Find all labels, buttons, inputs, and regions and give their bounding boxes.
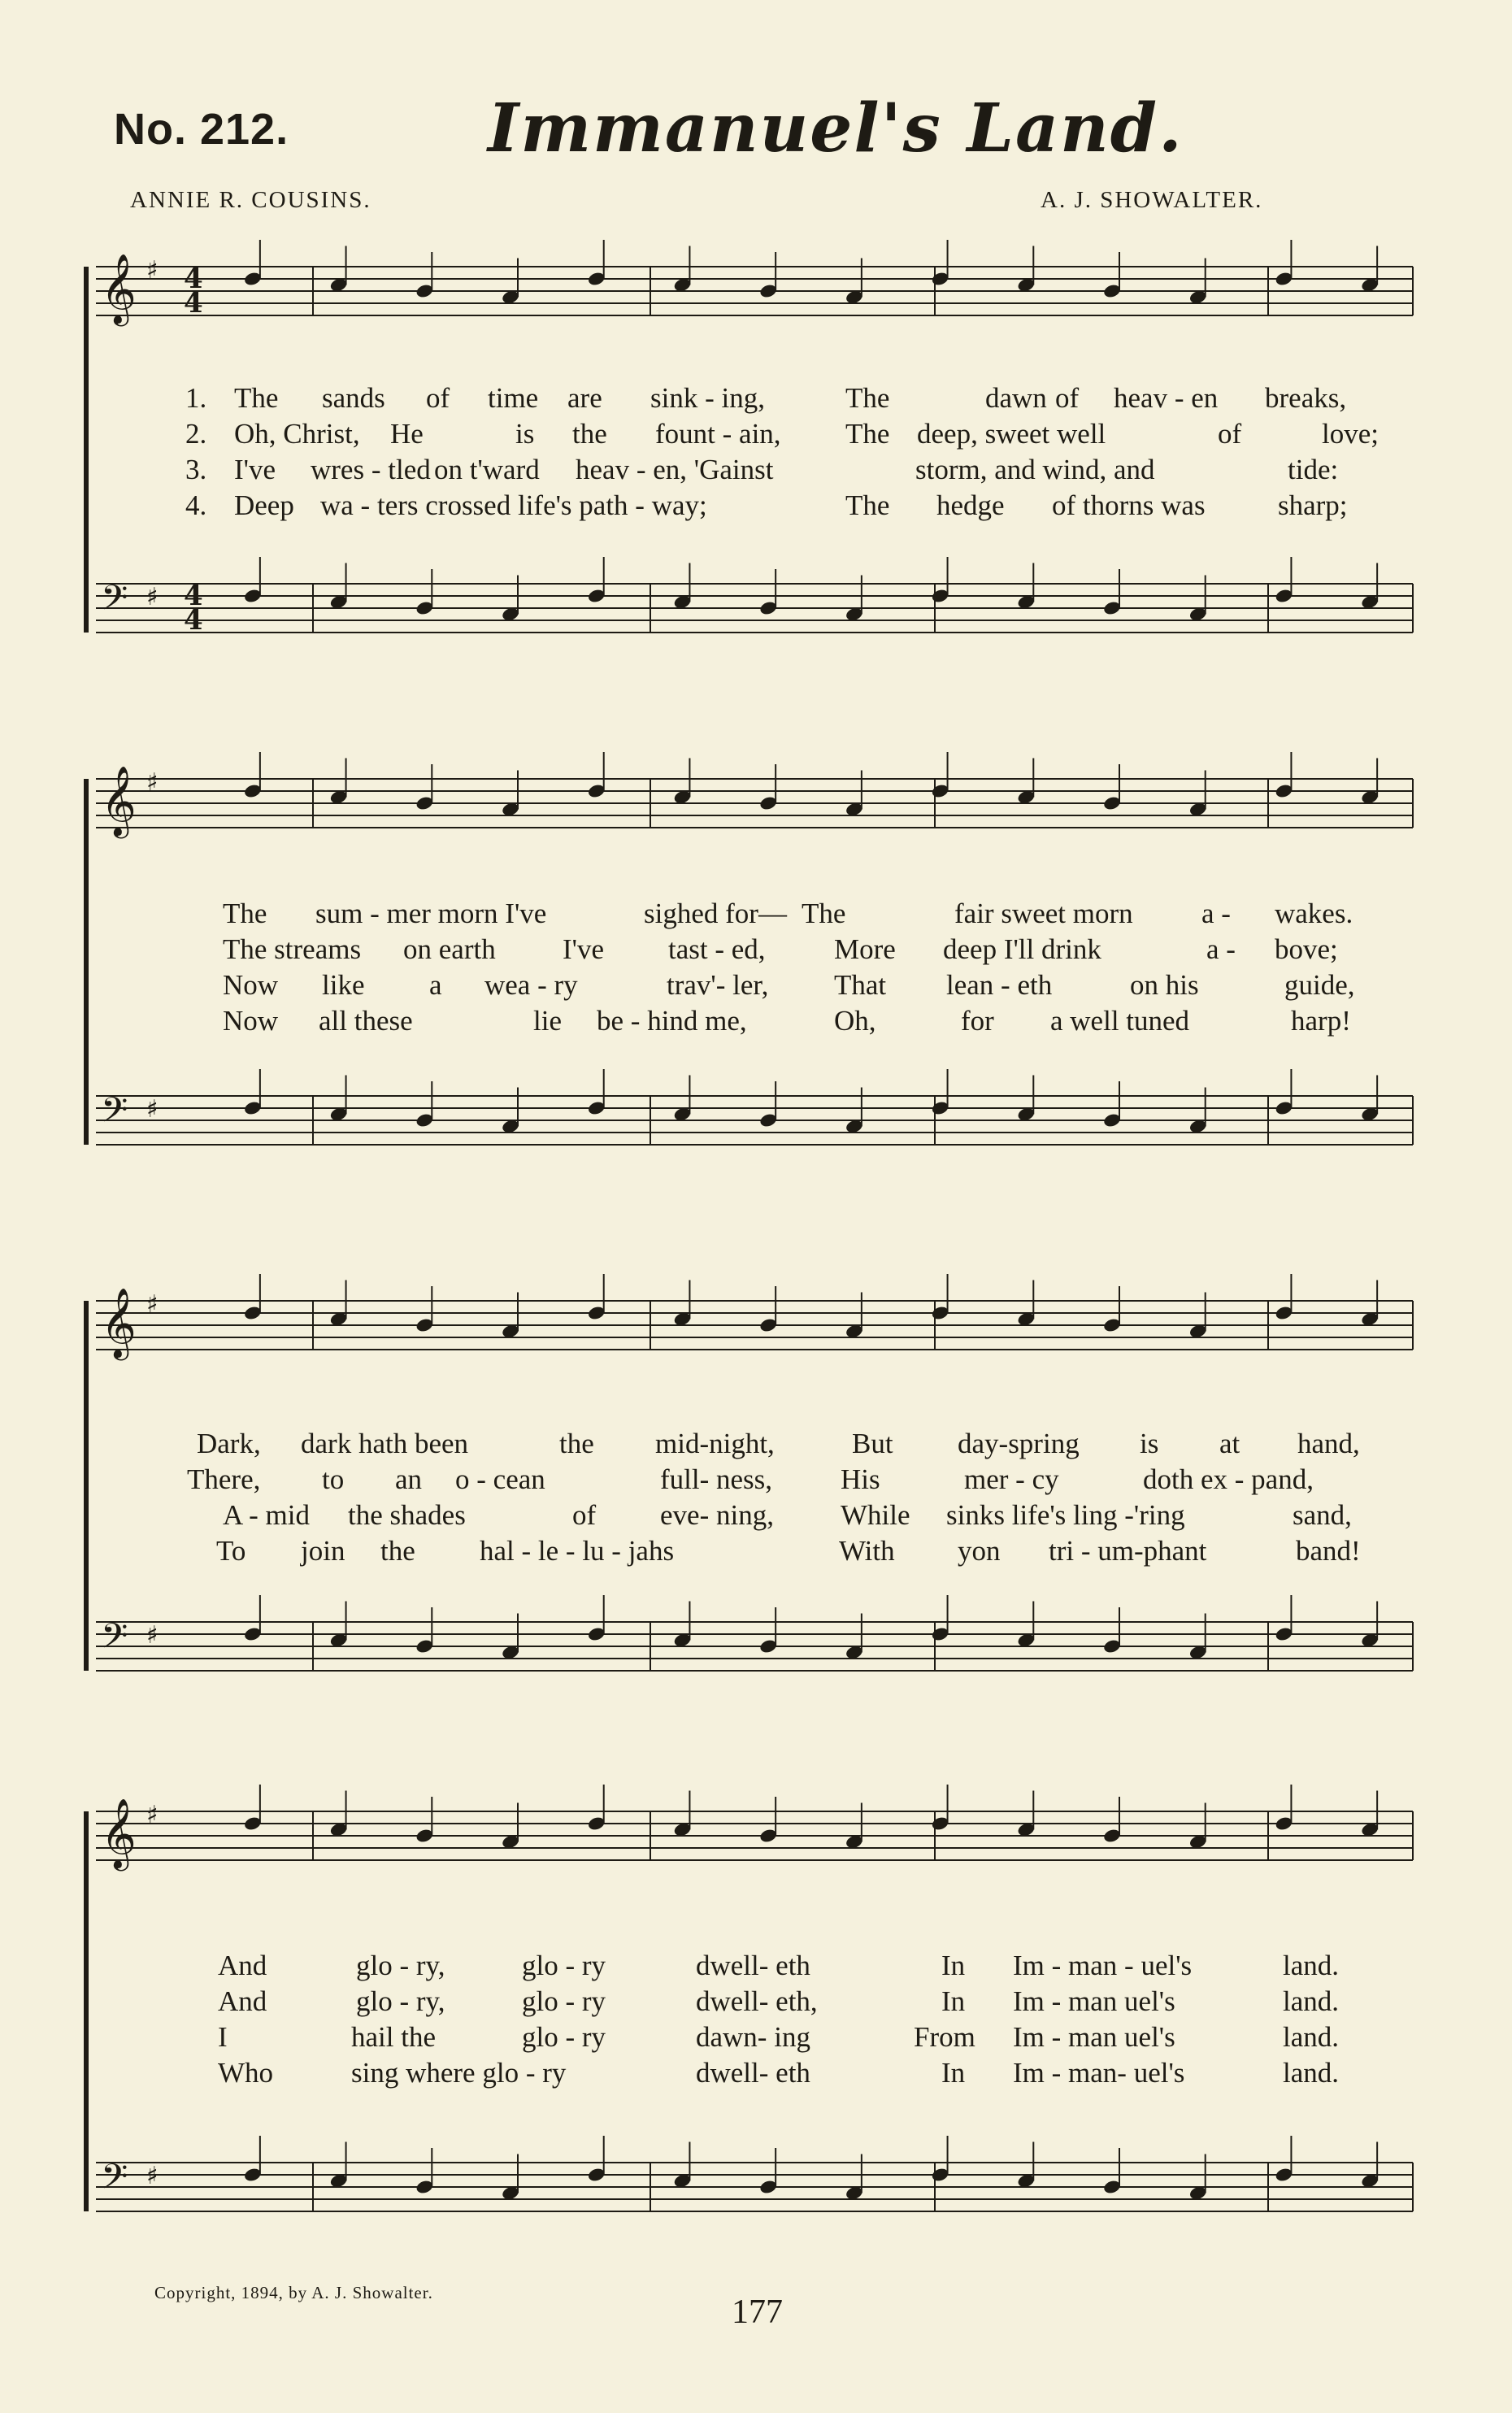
page-number: 177 xyxy=(732,2293,783,2331)
note-head xyxy=(1102,1317,1122,1333)
sharp-icon: ♯ xyxy=(146,1801,159,1829)
note-head xyxy=(1360,1107,1379,1123)
sharp-icon: ♯ xyxy=(146,1621,159,1650)
note-head xyxy=(1016,277,1036,293)
note-head xyxy=(758,1638,778,1654)
bass-clef-icon: 𝄢 xyxy=(101,2157,128,2206)
note-head xyxy=(1275,1100,1294,1116)
composer-credit: A. J. SHOWALTER. xyxy=(1041,187,1263,213)
note-head xyxy=(1360,2173,1379,2189)
note-head xyxy=(758,795,778,811)
note-head xyxy=(329,1311,349,1328)
bass-clef-icon: 𝄢 xyxy=(101,578,128,627)
sharp-icon: ♯ xyxy=(146,256,159,285)
lyric-line: And glo - ry, glo - ry dwell- eth In Im - man - uel's land. xyxy=(218,1950,1340,1981)
note-head xyxy=(243,2167,263,2183)
lyric-line: The sands of time are sink - ing, The dawn of heav - en breaks, xyxy=(234,382,1347,414)
note-head xyxy=(845,802,864,818)
note-head xyxy=(845,2185,864,2202)
note-head xyxy=(758,2179,778,2195)
note-head xyxy=(415,1112,434,1128)
note-head xyxy=(415,1638,434,1654)
note-head xyxy=(673,789,693,806)
note-head xyxy=(931,1305,950,1321)
lyric-line: Now like a wea - ry trav'- ler, That lean - eth on his guide, xyxy=(223,969,1355,1001)
note-head xyxy=(1102,2179,1122,2195)
note-head xyxy=(931,1815,950,1832)
note-head xyxy=(1016,1822,1036,1838)
sharp-icon: ♯ xyxy=(146,768,159,797)
note-head xyxy=(931,271,950,287)
note-head xyxy=(673,2173,693,2189)
note-head xyxy=(587,1815,606,1832)
note-head xyxy=(673,1311,693,1328)
note-head xyxy=(673,1822,693,1838)
treble-clef-icon: 𝄞 xyxy=(101,766,137,836)
note-head xyxy=(587,1305,606,1321)
note-head xyxy=(1188,607,1208,623)
note-head xyxy=(501,289,520,306)
time-signature: 4 xyxy=(184,287,203,320)
note-head xyxy=(758,283,778,299)
sharp-icon: ♯ xyxy=(146,2162,159,2190)
note-head xyxy=(1188,1324,1208,1340)
note-head xyxy=(415,795,434,811)
note-head xyxy=(1188,2185,1208,2202)
copyright-notice: Copyright, 1894, by A. J. Showalter. xyxy=(154,2283,433,2302)
note-head xyxy=(329,1822,349,1838)
note-head xyxy=(1016,1107,1036,1123)
note-head xyxy=(1188,1834,1208,1850)
note-head xyxy=(501,1119,520,1135)
note-head xyxy=(1188,1119,1208,1135)
note-head xyxy=(1016,594,1036,611)
bass-clef-icon: 𝄢 xyxy=(101,1090,128,1139)
note-head xyxy=(1275,588,1294,604)
note-head xyxy=(1102,1112,1122,1128)
note-head xyxy=(1102,1828,1122,1844)
note-head xyxy=(587,783,606,799)
note-head xyxy=(845,1119,864,1135)
note-head xyxy=(1016,1311,1036,1328)
note-head xyxy=(329,1107,349,1123)
sharp-icon: ♯ xyxy=(146,1290,159,1319)
sharp-icon: ♯ xyxy=(146,583,159,611)
note-head xyxy=(501,1645,520,1661)
note-head xyxy=(1188,802,1208,818)
note-head xyxy=(415,283,434,299)
note-head xyxy=(501,607,520,623)
lyric-line: Oh, Christ, He is the fount - ain, The deep, sweet well of love; xyxy=(234,418,1379,450)
note-head xyxy=(673,1107,693,1123)
lyric-line: The sum - mer morn I've sighed for— The fair sweet morn a - wakes. xyxy=(223,898,1353,929)
note-head xyxy=(587,1626,606,1642)
note-head xyxy=(501,802,520,818)
lyric-line: I've wres - tled on t'ward heav - en, 'Gainst storm, and wind, and tide: xyxy=(234,454,1339,485)
note-head xyxy=(1275,1815,1294,1832)
note-head xyxy=(931,2167,950,2183)
note-head xyxy=(243,783,263,799)
note-head xyxy=(1360,1311,1379,1328)
note-head xyxy=(243,1305,263,1321)
time-signature: 4 xyxy=(184,263,203,295)
note-head xyxy=(673,277,693,293)
lyric-line: Now all these lie be - hind me, Oh, for a well tuned harp! xyxy=(223,1005,1351,1037)
note-head xyxy=(329,594,349,611)
bass-clef-icon: 𝄢 xyxy=(101,1616,128,1665)
note-head xyxy=(587,2167,606,2183)
note-head xyxy=(1275,271,1294,287)
lyric-line: A - mid the shades of eve- ning, While sinks life's ling -'ring sand, xyxy=(223,1499,1352,1531)
note-head xyxy=(758,1317,778,1333)
note-head xyxy=(1360,594,1379,611)
note-head xyxy=(1102,600,1122,616)
hymn-title: Immanuel's Land. xyxy=(488,89,1184,167)
note-head xyxy=(587,1100,606,1116)
note-head xyxy=(501,1834,520,1850)
lyric-line: The streams on earth I've tast - ed, More deep I'll drink a - bove; xyxy=(223,933,1338,965)
note-head xyxy=(243,1626,263,1642)
lyric-line: I hail the glo - ry dawn- ing From Im - man uel's land. xyxy=(218,2021,1340,2053)
note-head xyxy=(243,1100,263,1116)
note-head xyxy=(845,607,864,623)
note-head xyxy=(931,588,950,604)
note-head xyxy=(1188,1645,1208,1661)
note-head xyxy=(1275,2167,1294,2183)
note-head xyxy=(1275,1305,1294,1321)
note-head xyxy=(845,289,864,306)
note-head xyxy=(758,1112,778,1128)
lyric-line: Who sing where glo - ry dwell- eth In Im - man- uel's land. xyxy=(218,2057,1340,2089)
sharp-icon: ♯ xyxy=(146,1095,159,1124)
treble-clef-icon: 𝄞 xyxy=(101,1288,137,1358)
note-head xyxy=(587,271,606,287)
note-head xyxy=(845,1834,864,1850)
note-head xyxy=(415,600,434,616)
lyric-line: Deep wa - ters crossed life's path - way; The hedge of thorns was sharp; xyxy=(234,489,1348,521)
lyricist-credit: ANNIE R. COUSINS. xyxy=(130,187,371,213)
note-head xyxy=(758,1828,778,1844)
note-head xyxy=(1016,1633,1036,1649)
lyric-line: And glo - ry, glo - ry dwell- eth, In Im - man uel's land. xyxy=(218,1985,1340,2017)
lyric-line: There, to an o - cean full- ness, His mer - cy doth ex - pand, xyxy=(187,1463,1314,1495)
treble-clef-icon: 𝄞 xyxy=(101,1798,137,1868)
note-head xyxy=(501,2185,520,2202)
note-head xyxy=(845,1645,864,1661)
note-head xyxy=(1360,789,1379,806)
note-head xyxy=(243,1815,263,1832)
note-head xyxy=(243,588,263,604)
note-head xyxy=(758,600,778,616)
note-head xyxy=(845,1324,864,1340)
treble-clef-icon: 𝄞 xyxy=(101,254,137,324)
lyric-line: To join the hal - le - lu - jahs With yon tri - um-phant band! xyxy=(216,1535,1361,1567)
note-head xyxy=(931,783,950,799)
note-head xyxy=(587,588,606,604)
note-head xyxy=(673,594,693,611)
note-head xyxy=(415,2179,434,2195)
note-head xyxy=(329,277,349,293)
time-signature: 4 xyxy=(184,604,203,637)
lyric-line: Dark, dark hath been the mid-night, But day-spring is at hand, xyxy=(197,1428,1360,1459)
note-head xyxy=(243,271,263,287)
note-head xyxy=(1102,283,1122,299)
note-head xyxy=(1102,795,1122,811)
time-signature: 4 xyxy=(184,580,203,612)
note-head xyxy=(1360,1822,1379,1838)
note-head xyxy=(1275,783,1294,799)
note-head xyxy=(329,2173,349,2189)
note-head xyxy=(415,1317,434,1333)
note-head xyxy=(329,1633,349,1649)
note-head xyxy=(1360,277,1379,293)
note-head xyxy=(931,1626,950,1642)
note-head xyxy=(1275,1626,1294,1642)
note-head xyxy=(673,1633,693,1649)
note-head xyxy=(415,1828,434,1844)
note-head xyxy=(1188,289,1208,306)
note-head xyxy=(329,789,349,806)
note-head xyxy=(501,1324,520,1340)
note-head xyxy=(1016,789,1036,806)
hymn-number: No. 212. xyxy=(114,105,289,154)
note-head xyxy=(1102,1638,1122,1654)
note-head xyxy=(1016,2173,1036,2189)
note-head xyxy=(931,1100,950,1116)
note-head xyxy=(1360,1633,1379,1649)
